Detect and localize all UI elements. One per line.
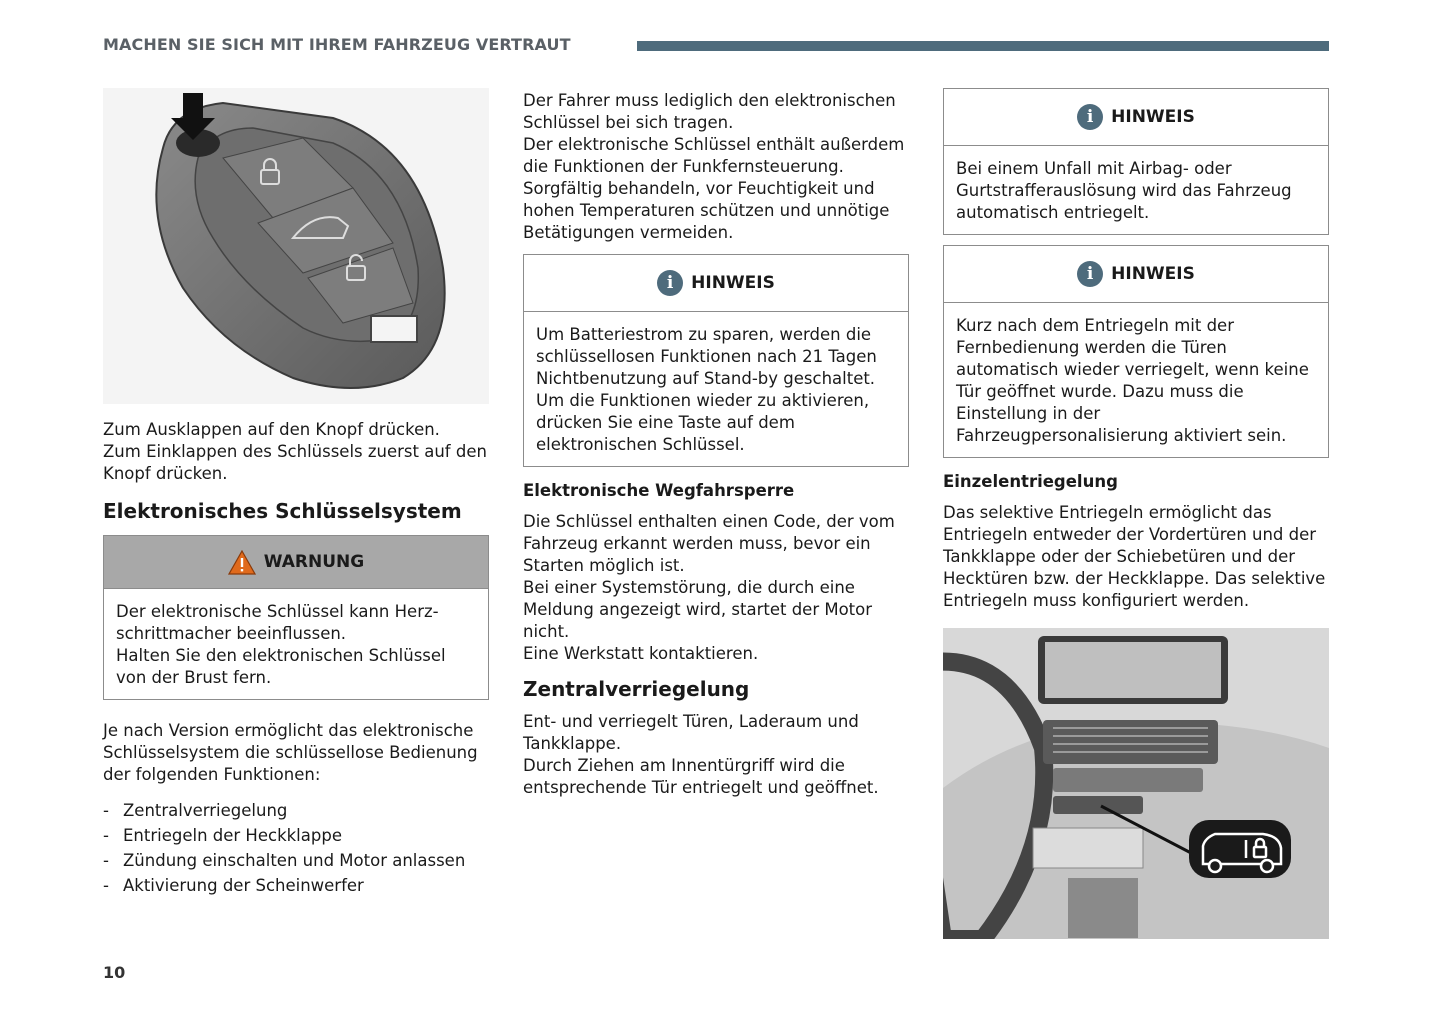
immobilizer-text-3: Eine Werkstatt kontaktieren. xyxy=(523,644,759,663)
warning-line-2: Halten Sie den elektronischen Schlüssel von der Brust fern. xyxy=(116,646,446,687)
column-left xyxy=(103,88,489,898)
info-icon: i xyxy=(657,270,683,296)
key-caption-line-1: Zum Ausklappen auf den Knopf drücken. xyxy=(103,420,440,439)
key-fob-icon xyxy=(103,88,489,404)
info-icon: i xyxy=(1077,261,1103,287)
hint-relock-text: Kurz nach dem Entriegeln mit der Fernbedienung werden die Türen automatisch wieder verriegelt, wenn keine Tür geöffnet wurde. Dazu muss die Einstellung in der Fahrzeugpersonalisierung aktiviert sein. xyxy=(956,316,1309,445)
page-header-title: MACHEN SIE SICH MIT IHREM FAHRZEUG VERTRAUT xyxy=(103,35,571,54)
single-unlock-title: Einzelentriegelung xyxy=(943,472,1118,491)
list-item: - Entriegeln der Heckklappe xyxy=(103,826,342,845)
key-fob-illustration xyxy=(103,88,489,404)
immobilizer-text-1: Die Schlüssel enthalten einen Code, der vom Fahrzeug erkannt werden muss, bevor ein Starten möglich ist. xyxy=(523,512,895,575)
page-number: 10 xyxy=(103,963,126,982)
hint-box-accident xyxy=(943,88,1329,235)
hint-line-2: Um die Funktionen wieder zu aktivieren, drücken Sie eine Taste auf dem elektronischen Schlüssel. xyxy=(536,391,870,454)
hint-title: HINWEIS xyxy=(1111,107,1195,127)
list-item: - Zündung einschalten und Motor anlassen xyxy=(103,851,466,870)
column-right xyxy=(943,88,1329,939)
single-unlock-text: Das selektive Entriegeln ermöglicht das Entriegeln entweder der Vordertüren und der Tankklappe oder der Schiebetüren und der Hecktüren bzw. der Heckklappe. Das selektive Entriegeln muss konfiguriert werden. xyxy=(943,503,1326,610)
driver-paragraph-2: Der elektronische Schlüssel enthält außerdem die Funktionen der Funkfernsteuerung. xyxy=(523,135,905,176)
feature-list xyxy=(103,798,489,898)
key-caption-line-2: Zum Einklappen des Schlüssels zuerst auf den Knopf drücken. xyxy=(103,442,487,483)
header-accent-bar xyxy=(637,41,1329,51)
column-middle xyxy=(523,90,909,799)
info-icon: i xyxy=(1077,104,1103,130)
hint-header xyxy=(944,89,1328,146)
dashboard-icon xyxy=(943,628,1329,939)
driver-paragraph-3: Sorgfältig behandeln, vor Feuchtigkeit und hohen Temperaturen schützen und unnötige Betätigungen vermeiden. xyxy=(523,179,890,242)
hint-box-battery xyxy=(523,254,909,467)
hint-header xyxy=(944,246,1328,303)
warning-triangle-icon xyxy=(228,550,256,575)
hint-title: HINWEIS xyxy=(1111,264,1195,284)
section-title-key-system: Elektronisches Schlüsselsystem xyxy=(103,499,462,523)
dashboard-illustration xyxy=(943,628,1329,939)
warning-header xyxy=(104,536,488,589)
warning-title: WARNUNG xyxy=(263,552,365,572)
warning-line-1: Der elektronische Schlüssel kann Herzschrittmacher beeinflussen. xyxy=(116,602,439,643)
hint-box-relock xyxy=(943,245,1329,458)
warning-box xyxy=(103,535,489,700)
hint-header xyxy=(524,255,908,312)
list-item: - Aktivierung der Scheinwerfer xyxy=(103,876,364,895)
central-locking-title: Zentralverriegelung xyxy=(523,677,750,701)
intro-paragraph: Je nach Version ermöglicht das elektronische Schlüsselsystem die schlüssellose Bedienung der folgenden Funktionen: xyxy=(103,721,478,784)
list-item: - Zentralverriegelung xyxy=(103,801,288,820)
driver-paragraph-1: Der Fahrer muss lediglich den elektronischen Schlüssel bei sich tragen. xyxy=(523,91,896,132)
hint-accident-text: Bei einem Unfall mit Airbag- oder Gurtstrafferauslösung wird das Fahrzeug automatisch entriegelt. xyxy=(956,159,1292,222)
immobilizer-title: Elektronische Wegfahrsperre xyxy=(523,481,795,500)
hint-title: HINWEIS xyxy=(691,273,775,293)
central-text-1: Ent- und verriegelt Türen, Laderaum und Tankklappe. xyxy=(523,712,859,753)
hint-line-1: Um Batteriestrom zu sparen, werden die schlüssellosen Funktionen nach 21 Tagen Nichtbenutzung auf Stand-by geschaltet. xyxy=(536,325,877,388)
central-text-2: Durch Ziehen am Innentürgriff wird die entsprechende Tür entriegelt und geöffnet. xyxy=(523,756,879,797)
immobilizer-text-2: Bei einer Systemstörung, die durch eine Meldung angezeigt wird, startet der Motor nicht. xyxy=(523,578,873,641)
